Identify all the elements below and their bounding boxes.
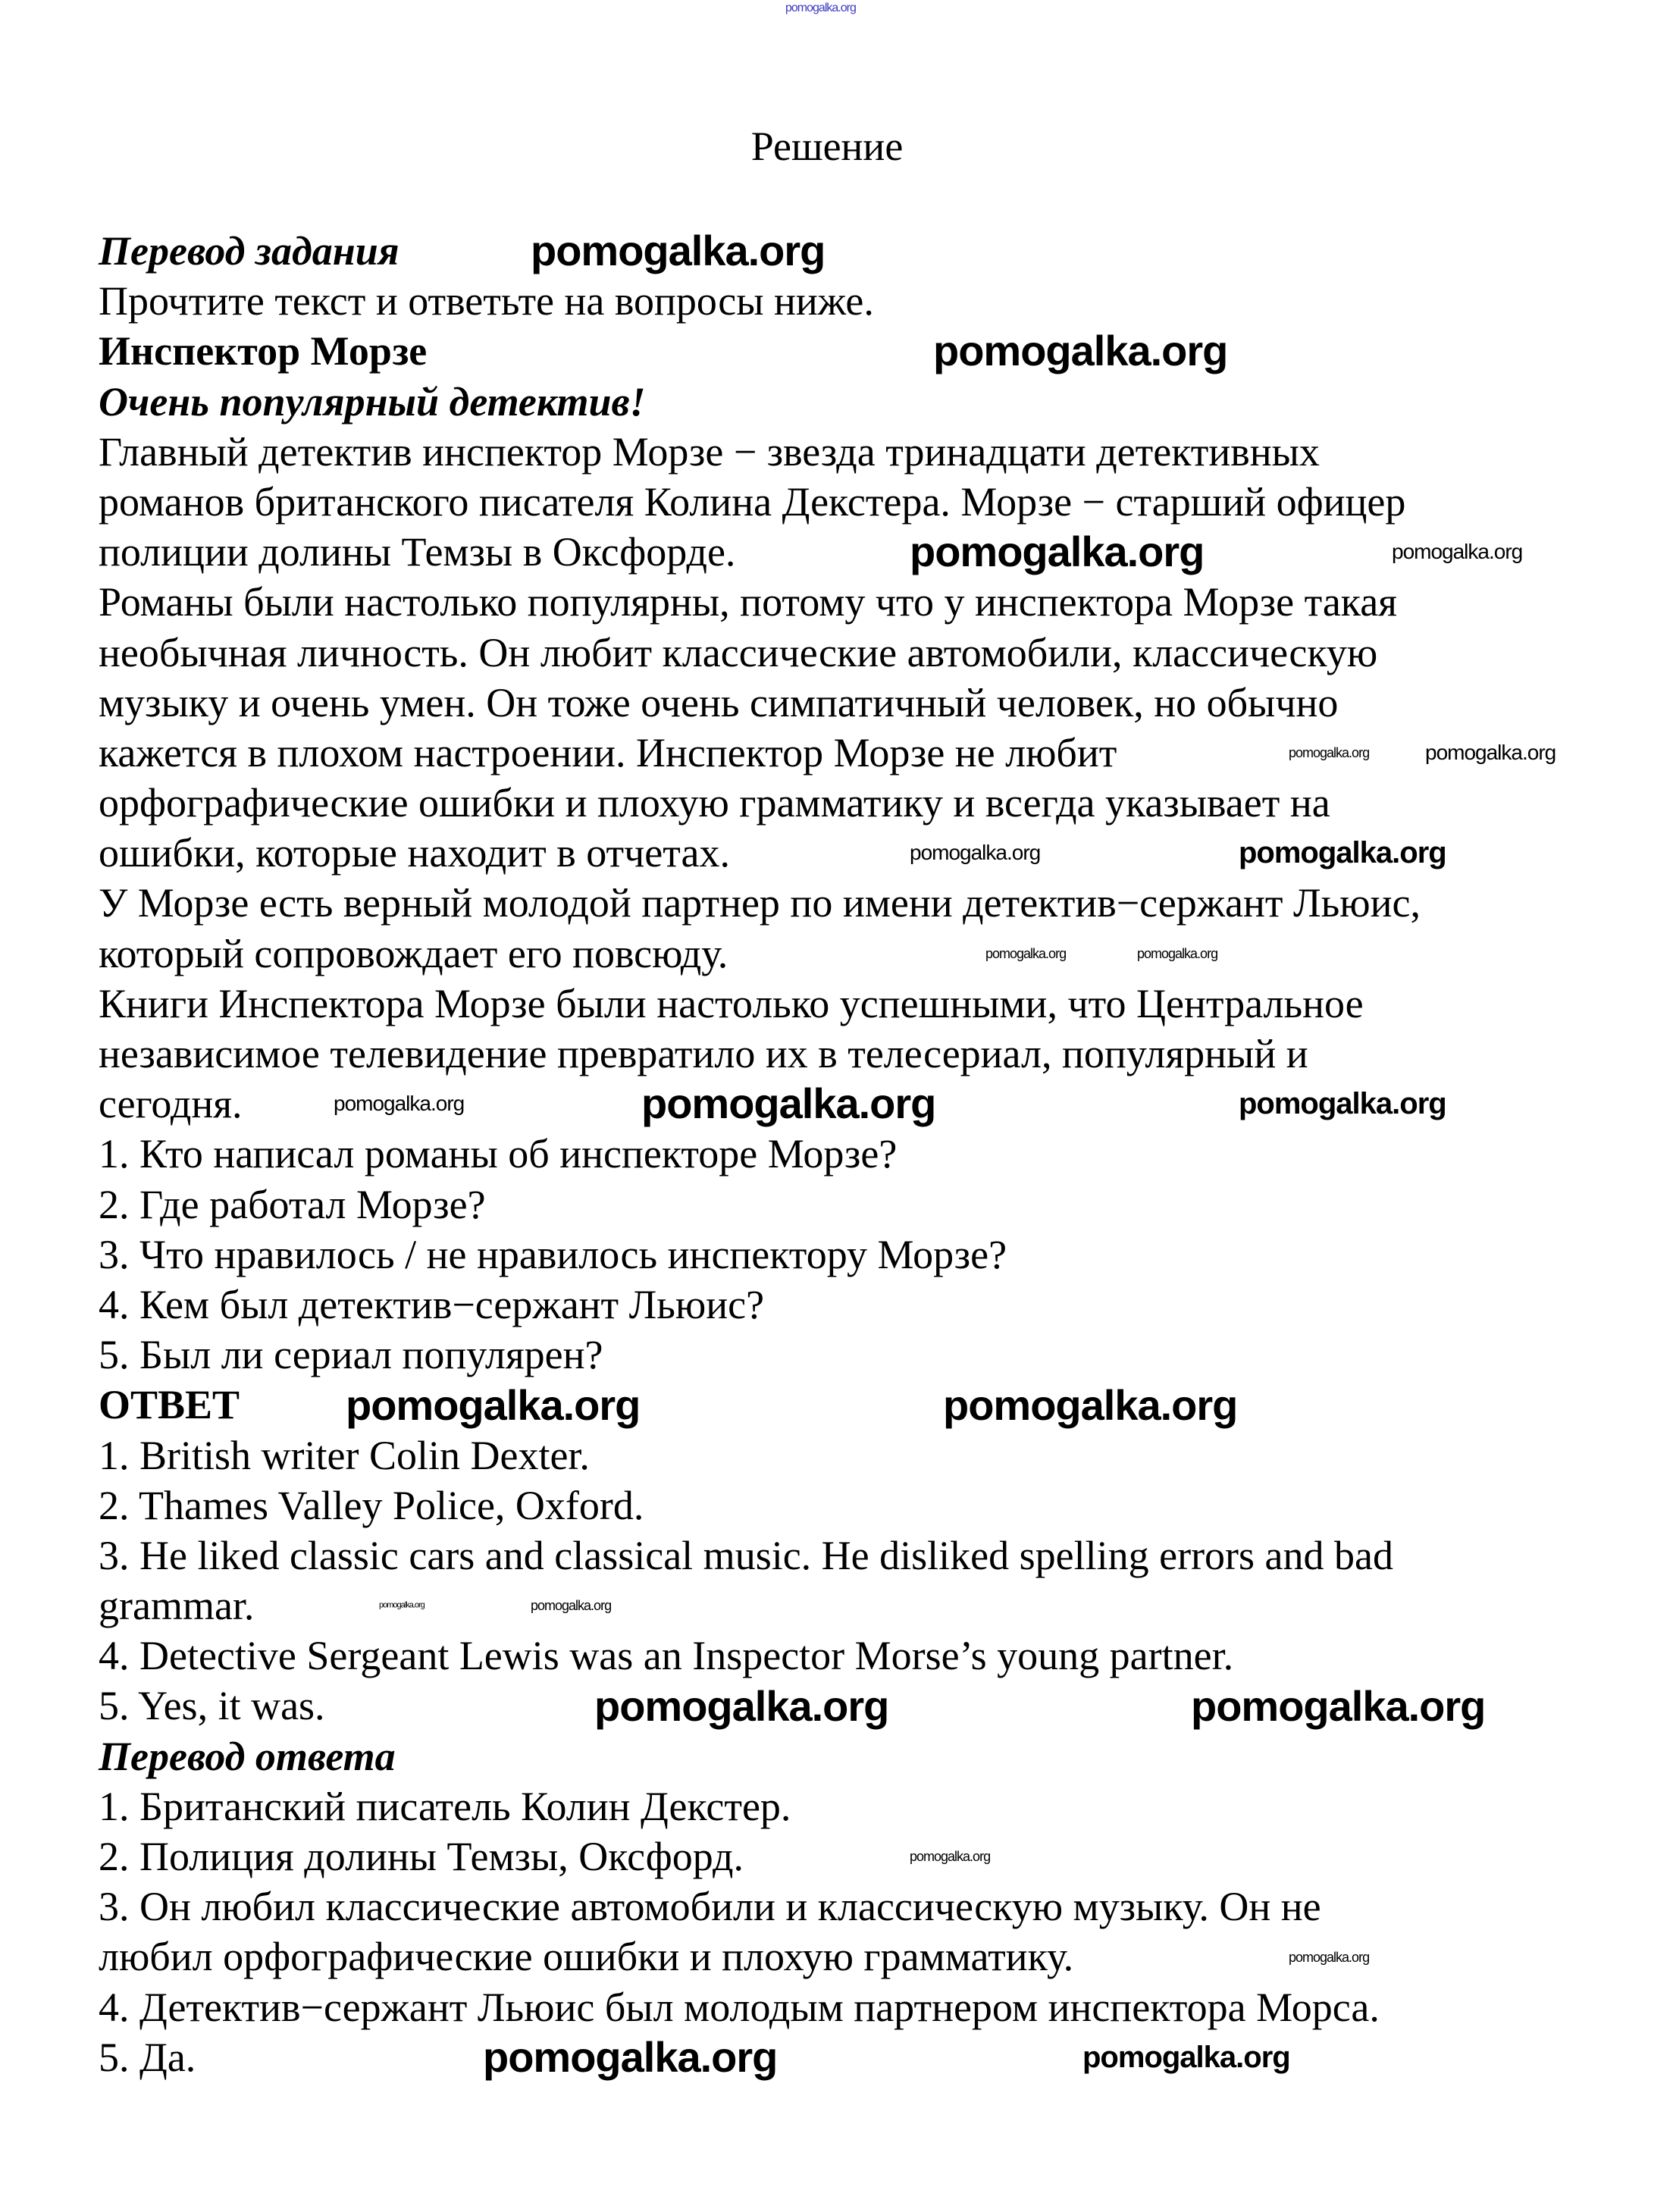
text-line: независимое телевидение превратило их в телесериал, популярный и (99, 1031, 1308, 1076)
question: 4. Кем был детектив−сержант Льюис? (99, 1281, 765, 1327)
text-line: кажется в плохом настроении. Инспектор Морзе не любит (99, 729, 1117, 775)
text-line: ошибки, которые находит в отчетах. (99, 830, 730, 876)
watermark: pomogalka.org (1082, 2041, 1290, 2074)
text-line: музыку и очень умен. Он тоже очень симпатичный человек, но обычно (99, 679, 1339, 725)
watermark: pomogalka.org (483, 2033, 778, 2081)
watermark: pomogalka.org (641, 1079, 936, 1127)
watermark: pomogalka.org (531, 1598, 612, 1613)
watermark: pomogalka.org (379, 1600, 425, 1610)
question: 3. Что нравилось / не нравилось инспектору Морзе? (99, 1231, 1007, 1277)
watermark: pomogalka.org (910, 1849, 991, 1864)
watermark: pomogalka.org (910, 528, 1205, 575)
watermark: pomogalka.org (1392, 540, 1523, 563)
text-line: который сопровождает его повсюду. (99, 930, 728, 976)
answer: 2. Thames Valley Police, Oxford. (99, 1482, 644, 1528)
watermark: pomogalka.org (531, 227, 826, 274)
watermark: pomogalka.org (933, 327, 1228, 374)
answer-heading: ОТВЕТ (99, 1382, 240, 1428)
text-line: необычная личность. Он любит классические автомобили, классическую (99, 629, 1378, 675)
question: 5. Был ли сериал популярен? (99, 1332, 603, 1378)
watermark: pomogalka.org (1425, 741, 1556, 764)
text-line: У Морзе есть верный молодой партнер по имени детектив−сержант Льюис, (99, 880, 1421, 926)
text-line: Романы были настолько популярны, потому что у инспектора Морзе такая (99, 579, 1398, 625)
translation: 1. Британский писатель Колин Декстер. (99, 1783, 791, 1829)
text-title: Инспектор Морзе (99, 328, 428, 374)
question: 1. Кто написал романы об инспекторе Морзе? (99, 1131, 898, 1177)
watermark: pomogalka.org (594, 1682, 889, 1730)
text-subtitle: Очень популярный детектив! (99, 378, 646, 425)
watermark: pomogalka.org (346, 1381, 641, 1429)
task-heading: Перевод задания (99, 228, 399, 274)
watermark: pomogalka.org (985, 946, 1067, 961)
watermark: pomogalka.org (785, 2, 856, 14)
answer: 4. Detective Sergeant Lewis was an Inspector Morse’s young partner. (99, 1633, 1234, 1679)
text-line: романов британского писателя Колина Декстера. Морзе − старший офицер (99, 478, 1406, 525)
text-line: сегодня. (99, 1081, 243, 1127)
instruction: Прочтите текст и ответьте на вопросы ниже. (99, 278, 874, 324)
watermark: pomogalka.org (910, 841, 1041, 864)
translation: 5. Да. (99, 2034, 196, 2080)
text-line: Главный детектив инспектор Морзе − звезда тринадцати детективных (99, 428, 1320, 475)
answer: 1. British writer Colin Dexter. (99, 1432, 590, 1478)
watermark: pomogalka.org (1191, 1682, 1486, 1730)
answer: 5. Yes, it was. (99, 1683, 325, 1729)
page-title: Решение (750, 124, 904, 169)
text-line: Книги Инспектора Морзе были настолько успешными, что Центральное (99, 980, 1364, 1026)
watermark: pomogalka.org (334, 1092, 465, 1115)
document-body (99, 226, 1421, 2082)
translation: 3. Он любил классические автомобили и классическую музыку. Он не (99, 1884, 1321, 1930)
translation: любил орфографические ошибки и плохую грамматику. (99, 1934, 1074, 1980)
watermark: pomogalka.org (1239, 1087, 1446, 1120)
watermark: pomogalka.org (1289, 1950, 1370, 1965)
text-line: полиции долины Темзы в Оксфорде. (99, 529, 736, 575)
translation-heading: Перевод ответа (99, 1733, 396, 1779)
watermark: pomogalka.org (943, 1381, 1238, 1429)
text-line: орфографические ошибки и плохую грамматику и всегда указывает на (99, 780, 1330, 826)
translation: 2. Полиция долины Темзы, Оксфорд. (99, 1834, 744, 1879)
watermark: pomogalka.org (1289, 745, 1370, 760)
question: 2. Где работал Морзе? (99, 1181, 486, 1227)
watermark: pomogalka.org (1239, 836, 1446, 869)
answer: grammar. (99, 1583, 255, 1629)
answer: 3. He liked classic cars and classical music. He disliked spelling errors and bad (99, 1532, 1393, 1578)
translation: 4. Детектив−сержант Льюис был молодым партнером инспектора Морса. (99, 1984, 1380, 2030)
watermark: pomogalka.org (1137, 946, 1218, 961)
